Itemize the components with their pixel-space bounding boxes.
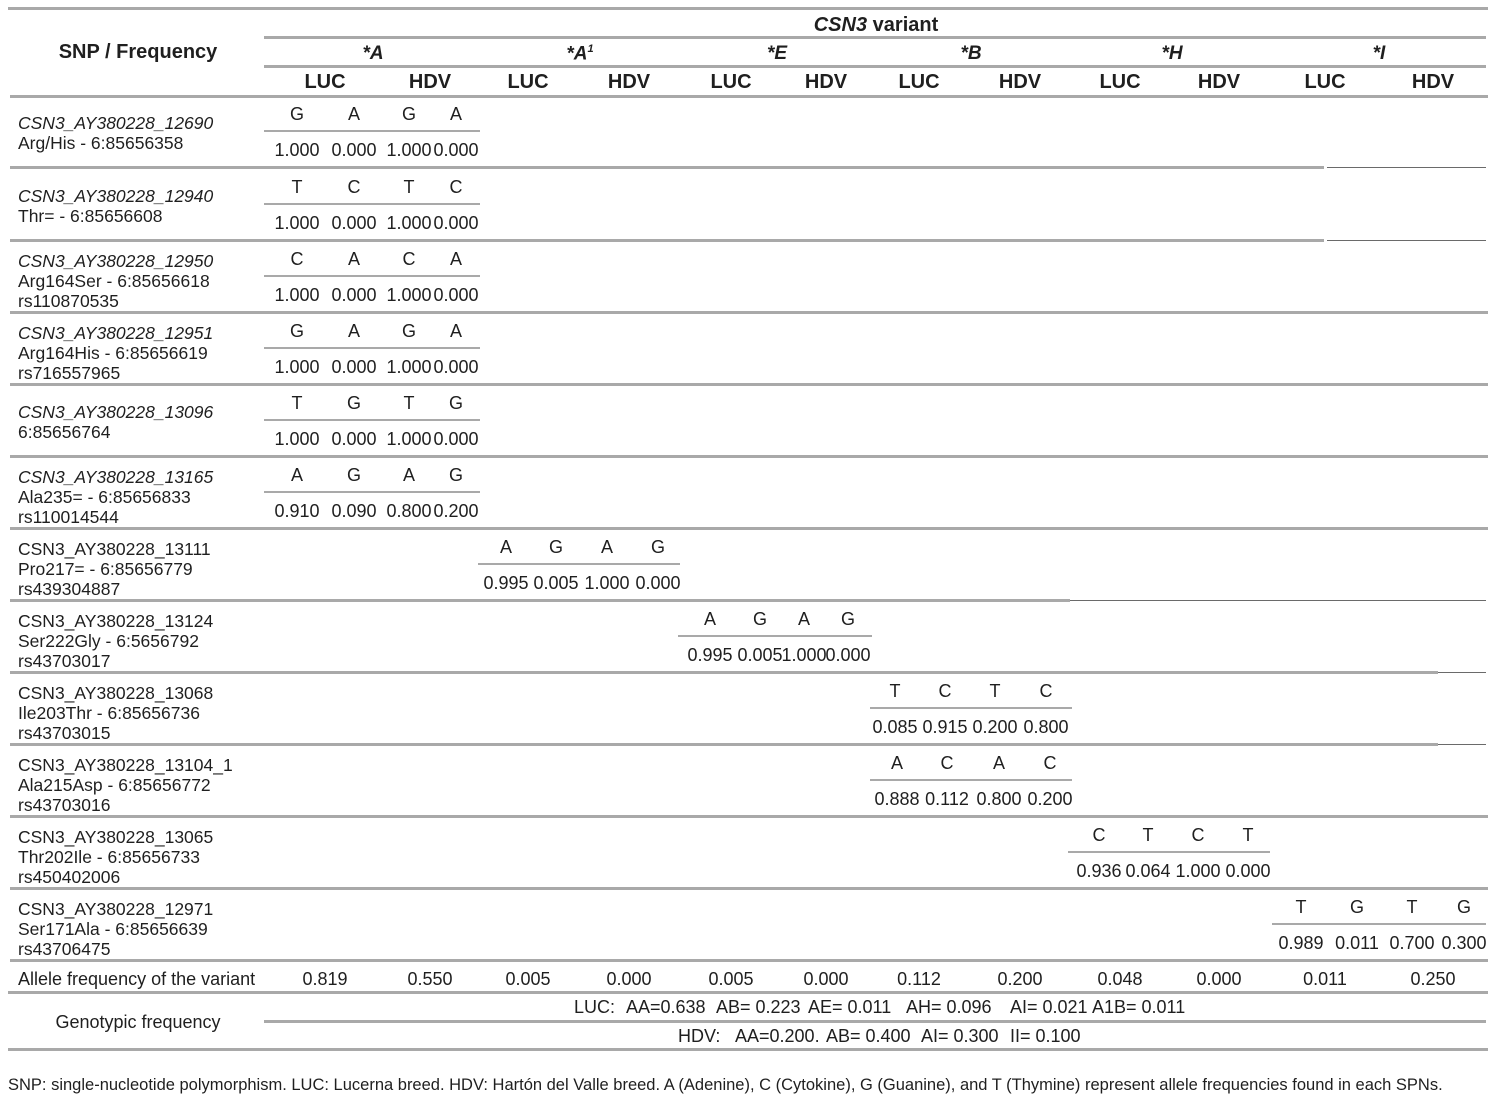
allele-frequency: 0.000 (331, 213, 377, 233)
allele-base: A (890, 753, 904, 773)
luc-header: LUC (507, 71, 549, 93)
snp-rsid: rs450402006 (18, 867, 121, 887)
allele-base: G (401, 104, 417, 124)
snp-label (18, 539, 211, 599)
top-rule (8, 7, 1488, 10)
allele-base: G (1456, 897, 1472, 917)
row-rule (10, 383, 1488, 386)
allele-frequency: 1.000 (386, 140, 432, 160)
allele-rule (264, 419, 480, 421)
snp-rsid: rs716557965 (18, 363, 121, 383)
allele-frequency: 0.112 (925, 789, 969, 809)
allele-base: A (347, 321, 361, 341)
variant-A-header: *A (362, 43, 384, 64)
snp-label (18, 467, 213, 527)
snp-rsid: rs110870535 (18, 291, 119, 311)
allele-rule (264, 275, 480, 277)
allele-base: G (289, 104, 305, 124)
allele-frequency: 0.200 (1027, 789, 1073, 809)
snp-rsid: rs43703017 (18, 651, 111, 671)
footnote: SNP: single-nucleotide polymorphism. LUC: Lucerna breed. HDV: Hartón del Valle breed. A (Adenine), C (Cytokine), G (Guanine), and T (Thymine) represent allele frequencies found in each SPNs. (8, 1076, 1443, 1094)
allele-base: A (703, 609, 717, 629)
allele-frequency: 0.800 (1023, 717, 1069, 737)
allele-base: C (1092, 825, 1106, 845)
snp-label (18, 611, 213, 671)
hdv-header: HDV (998, 71, 1042, 93)
snp-change: Ile203Thr - 6:85656736 (18, 703, 200, 723)
allele-base: C (1191, 825, 1205, 845)
allele-frequency: 0.005 (737, 645, 783, 665)
allele-base: A (449, 104, 463, 124)
allele-base: T (291, 393, 303, 413)
snp-change: Ala215Asp - 6:85656772 (18, 775, 211, 795)
allele-base: C (1043, 753, 1057, 773)
allele-base: T (1142, 825, 1154, 845)
luc-header: LUC (1304, 71, 1346, 93)
variant-B-header: *B (960, 43, 982, 64)
allele-base: A (449, 249, 463, 269)
allele-frequency-value: 0.200 (997, 969, 1043, 989)
allele-row-rule (8, 991, 1488, 994)
allele-frequency-value: 0.000 (606, 969, 652, 989)
allele-base: G (346, 465, 362, 485)
allele-frequency: 0.995 (483, 573, 529, 593)
allele-frequency: 0.300 (1441, 933, 1487, 953)
row-rule-thin (1438, 744, 1486, 745)
hdv-header: HDV (804, 71, 848, 93)
table-bottom-rule (8, 1048, 1488, 1051)
allele-base: T (889, 681, 901, 701)
allele-base: C (347, 177, 361, 197)
allele-frequency-value: 0.005 (708, 969, 754, 989)
genotypic-hdv-prefix: HDV: (678, 1026, 721, 1046)
allele-base: G (840, 609, 856, 629)
genotypic-frequency-label: Genotypic frequency (55, 1012, 221, 1032)
allele-frequency: 1.000 (274, 357, 320, 377)
snp-change: Ser222Gly - 6:5656792 (18, 631, 199, 651)
allele-frequency: 0.700 (1389, 933, 1435, 953)
allele-base: A (449, 321, 463, 341)
allele-base: C (402, 249, 416, 269)
allele-frequency: 0.000 (331, 357, 377, 377)
allele-base: C (938, 681, 952, 701)
allele-base: A (499, 537, 513, 557)
genotypic-hdv-value: AI= 0.300 (921, 1026, 999, 1046)
snp-change: Arg/His - 6:85656358 (18, 133, 184, 153)
allele-frequency-value: 0.048 (1097, 969, 1143, 989)
allele-rule (264, 203, 480, 205)
genotypic-luc-value: AE= 0.011 (808, 997, 892, 1017)
allele-frequency: 0.000 (331, 429, 377, 449)
variant-group-rule (264, 36, 1486, 39)
snp-frequency-header: SNP / Frequency (58, 41, 218, 63)
allele-frequency: 1.000 (274, 285, 320, 305)
genotypic-hdv-value: II= 0.100 (1010, 1026, 1081, 1046)
snp-change: Arg164Ser - 6:85656618 (18, 271, 210, 291)
row-rule-thin (1327, 240, 1486, 241)
snp-rsid: rs110014544 (18, 507, 119, 527)
allele-frequency: 0.085 (872, 717, 918, 737)
snp-id: CSN3_AY380228_13096 (18, 402, 214, 422)
allele-frequency-value: 0.000 (1196, 969, 1242, 989)
allele-frequency: 1.000 (386, 213, 432, 233)
row-rule-thin (1438, 672, 1486, 673)
genotypic-luc-prefix: LUC: (574, 997, 616, 1017)
allele-frequency-value: 0.112 (897, 969, 941, 989)
allele-frequency: 0.000 (433, 429, 479, 449)
allele-base: A (347, 104, 361, 124)
snp-label (18, 755, 233, 815)
header-bottom-rule (10, 95, 1488, 98)
snp-label (18, 899, 213, 959)
allele-base: T (1406, 897, 1418, 917)
allele-rule (264, 130, 480, 132)
allele-base: G (346, 393, 362, 413)
csn3-gene-name: CSN3 (813, 14, 868, 36)
allele-frequency-label: Allele frequency of the variant (18, 969, 256, 989)
row-rule (10, 239, 1324, 242)
row-rule (10, 311, 1488, 314)
row-rule (10, 815, 1488, 818)
luc-header: LUC (898, 71, 940, 93)
genotypic-luc-value: AH= 0.096 (906, 997, 992, 1017)
allele-frequency: 0.011 (1335, 933, 1379, 953)
snp-id: CSN3_AY380228_13111 (18, 539, 211, 559)
genotypic-luc-value: A1B= 0.011 (1092, 997, 1186, 1017)
luc-header: LUC (710, 71, 752, 93)
snp-id: CSN3_AY380228_13068 (18, 683, 214, 703)
allele-frequency: 0.910 (274, 501, 320, 521)
allele-base: A (600, 537, 614, 557)
snp-id: CSN3_AY380228_12971 (18, 899, 214, 919)
allele-base: T (403, 393, 415, 413)
snp-label (18, 402, 213, 442)
hdv-header: HDV (408, 71, 452, 93)
allele-frequency: 0.800 (976, 789, 1022, 809)
allele-rule (870, 707, 1072, 709)
snp-rsid: rs43703016 (18, 795, 111, 815)
snp-change: Arg164His - 6:85656619 (18, 343, 208, 363)
allele-frequency: 0.005 (533, 573, 579, 593)
allele-frequency-value: 0.011 (1303, 969, 1347, 989)
allele-base: T (1242, 825, 1254, 845)
allele-base: G (289, 321, 305, 341)
allele-frequency: 0.000 (433, 285, 479, 305)
allele-rule (264, 347, 480, 349)
variant-A1-superscript: 1 (587, 43, 594, 55)
variant-E-header: *E (766, 43, 788, 64)
row-rule (10, 743, 1438, 746)
allele-base: G (650, 537, 666, 557)
snp-label (18, 683, 213, 743)
snp-id: CSN3_AY380228_12940 (18, 186, 214, 206)
luc-header: LUC (304, 71, 346, 93)
allele-frequency: 0.000 (433, 140, 479, 160)
allele-rule (678, 635, 872, 637)
csn3-variant-header (814, 14, 939, 37)
variant-A1-header (566, 43, 593, 65)
allele-frequency: 0.064 (1125, 861, 1171, 881)
allele-base: T (1295, 897, 1307, 917)
snp-id: CSN3_AY380228_12690 (18, 113, 214, 133)
allele-frequency: 0.200 (972, 717, 1018, 737)
allele-base: G (448, 465, 464, 485)
allele-frequency: 0.000 (635, 573, 681, 593)
snp-rsid: rs43703015 (18, 723, 111, 743)
snp-id: CSN3_AY380228_12951 (18, 323, 214, 343)
allele-frequency-value: 0.000 (803, 969, 849, 989)
row-rule (10, 671, 1438, 674)
snp-id: CSN3_AY380228_13104_1 (18, 755, 233, 775)
snp-change: Ala235= - 6:85656833 (18, 487, 191, 507)
hdv-header: HDV (1411, 71, 1455, 93)
allele-rule (478, 563, 680, 565)
allele-base: T (403, 177, 415, 197)
allele-frequency: 1.000 (274, 213, 320, 233)
genotypic-luc-value: AA=0.638 (626, 997, 706, 1017)
allele-base: G (752, 609, 768, 629)
snp-label (18, 186, 213, 226)
allele-rule (264, 491, 480, 493)
variant-rule (264, 65, 1486, 68)
allele-frequency: 0.989 (1278, 933, 1324, 953)
allele-base: C (290, 249, 304, 269)
snp-change: Thr= - 6:85656608 (18, 206, 163, 226)
allele-frequency: 0.000 (825, 645, 871, 665)
allele-frequency: 0.090 (331, 501, 377, 521)
allele-base: A (290, 465, 304, 485)
snp-change: Ser171Ala - 6:85656639 (18, 919, 208, 939)
genotypic-luc-value: AB= 0.223 (716, 997, 801, 1017)
snp-rsid: rs439304887 (18, 579, 121, 599)
allele-frequency: 1.000 (386, 357, 432, 377)
allele-frequency: 0.000 (433, 213, 479, 233)
allele-frequency-value: 0.550 (407, 969, 453, 989)
allele-rule (1272, 923, 1486, 925)
allele-frequency: 0.000 (331, 140, 377, 160)
allele-base: T (989, 681, 1001, 701)
luc-header: LUC (1099, 71, 1141, 93)
genotypic-mid-rule (264, 1020, 1486, 1023)
allele-base: G (1349, 897, 1365, 917)
snp-change: Pro217= - 6:85656779 (18, 559, 193, 579)
variant-word: variant (867, 14, 939, 36)
allele-base: A (402, 465, 416, 485)
allele-frequency: 1.000 (584, 573, 630, 593)
genotypic-hdv-value: AB= 0.400 (826, 1026, 911, 1046)
row-rule (10, 166, 1324, 169)
allele-frequency: 0.936 (1076, 861, 1122, 881)
allele-frequency: 1.000 (1175, 861, 1221, 881)
allele-rule (870, 779, 1072, 781)
allele-base: G (548, 537, 564, 557)
row-rule-thin (1327, 167, 1486, 168)
allele-base: A (797, 609, 811, 629)
allele-frequency: 0.000 (331, 285, 377, 305)
row-rule (10, 527, 1488, 530)
allele-frequency: 0.000 (1225, 861, 1271, 881)
snp-label (18, 113, 213, 153)
snp-id: CSN3_AY380228_13124 (18, 611, 214, 631)
allele-frequency: 1.000 (781, 645, 827, 665)
allele-frequency: 0.915 (922, 717, 968, 737)
allele-base: T (291, 177, 303, 197)
allele-frequency: 0.888 (874, 789, 920, 809)
allele-base: G (448, 393, 464, 413)
allele-base: A (347, 249, 361, 269)
row-rule (10, 599, 1070, 602)
snp-rsid: rs43706475 (18, 939, 111, 959)
snp-change: Thr202Ile - 6:85656733 (18, 847, 200, 867)
hdv-header: HDV (607, 71, 651, 93)
variant-H-header: *H (1161, 43, 1183, 64)
snp-change: 6:85656764 (18, 422, 111, 442)
row-rule (10, 887, 1488, 890)
snp-label (18, 323, 213, 383)
snp-label (18, 827, 213, 887)
allele-frequency: 1.000 (274, 429, 320, 449)
variant-I-header: *I (1372, 43, 1386, 64)
row-rule-thin (1070, 600, 1486, 601)
snp-id: CSN3_AY380228_12950 (18, 251, 214, 271)
allele-rule (1068, 851, 1270, 853)
allele-frequency: 0.200 (433, 501, 479, 521)
allele-frequency: 0.995 (687, 645, 733, 665)
snp-id: CSN3_AY380228_13165 (18, 467, 214, 487)
allele-base: C (449, 177, 463, 197)
allele-frequency-value: 0.250 (1410, 969, 1456, 989)
hdv-header: HDV (1197, 71, 1241, 93)
snp-id: CSN3_AY380228_13065 (18, 827, 214, 847)
row-rule (10, 455, 1488, 458)
allele-frequency: 0.800 (386, 501, 432, 521)
allele-frequency-value: 0.005 (505, 969, 551, 989)
allele-base: A (992, 753, 1006, 773)
allele-base: C (1039, 681, 1053, 701)
allele-frequency: 1.000 (386, 429, 432, 449)
allele-frequency: 1.000 (274, 140, 320, 160)
genotypic-hdv-value: AA=0.200. (735, 1026, 820, 1046)
snp-label (18, 251, 213, 311)
allele-frequency: 1.000 (386, 285, 432, 305)
genotypic-luc-value: AI= 0.021 (1010, 997, 1088, 1017)
allele-frequency: 0.000 (433, 357, 479, 377)
variant-A1-label: *A (566, 43, 588, 65)
allele-frequency-value: 0.819 (302, 969, 348, 989)
allele-base: C (940, 753, 954, 773)
allele-base: G (401, 321, 417, 341)
row-rule (10, 959, 1488, 962)
